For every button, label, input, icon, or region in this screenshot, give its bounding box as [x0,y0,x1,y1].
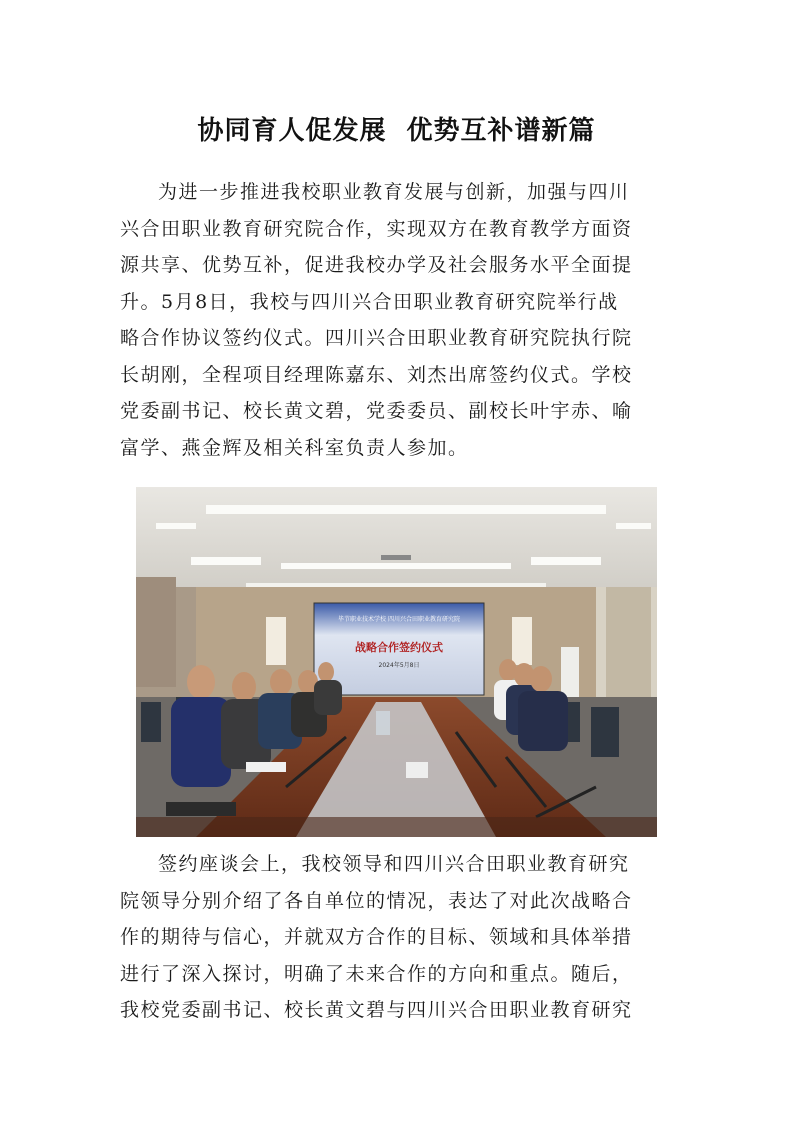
screen-banner: 毕节职业技术学校 四川兴合田职业教育研究院 [338,616,460,623]
signing-ceremony-photo [136,487,657,837]
paragraph-2-line: 进行了深入探讨，明确了未来合作的方向和重点。随后， [120,962,633,985]
paragraph-2-line: 签约座谈会上，我校领导和四川兴合田职业教育研究 [158,853,630,875]
paragraph-1-line: 源共享、优势互补，促进我校办学及社会服务水平全面提 [120,254,633,276]
paragraph-1-line: 升。5月8日，我校与四川兴合田职业教育研究院举行战 [120,290,619,313]
paragraph-1-line: 兴合田职业教育研究院合作，实现双方在教育教学方面资 [120,217,633,240]
paragraph-2 [120,846,680,1029]
paragraph-2-line: 院领导分别介绍了各自单位的情况，表达了对此次战略合 [120,889,633,912]
paragraph-1-line: 略合作协议签约仪式。四川兴合田职业教育研究院执行院 [120,327,633,349]
paragraph-2-line: 我校党委副书记、校长黄文碧与四川兴合田职业教育研究 [120,999,633,1021]
paragraph-1-line: 富学、燕金辉及相关科室负责人参加。 [120,436,469,459]
paragraph-1-line: 为进一步推进我校职业教育发展与创新，加强与四川 [158,181,630,203]
screen-title: 战略合作签约仪式 [355,641,443,654]
paragraph-1 [120,174,680,466]
screen-date: 2024年5月8日 [378,662,420,669]
article-title: 协同育人促发展 优势互补谱新篇 [197,116,596,146]
paragraph-1-line: 长胡刚，全程项目经理陈嘉东、刘杰出席签约仪式。学校 [120,363,633,386]
paragraph-1-line: 党委副书记、校长黄文碧，党委委员、副校长叶宇赤、喻 [120,400,633,422]
paragraph-2-line: 作的期待与信心，并就双方合作的目标、领域和具体举措 [120,926,633,948]
